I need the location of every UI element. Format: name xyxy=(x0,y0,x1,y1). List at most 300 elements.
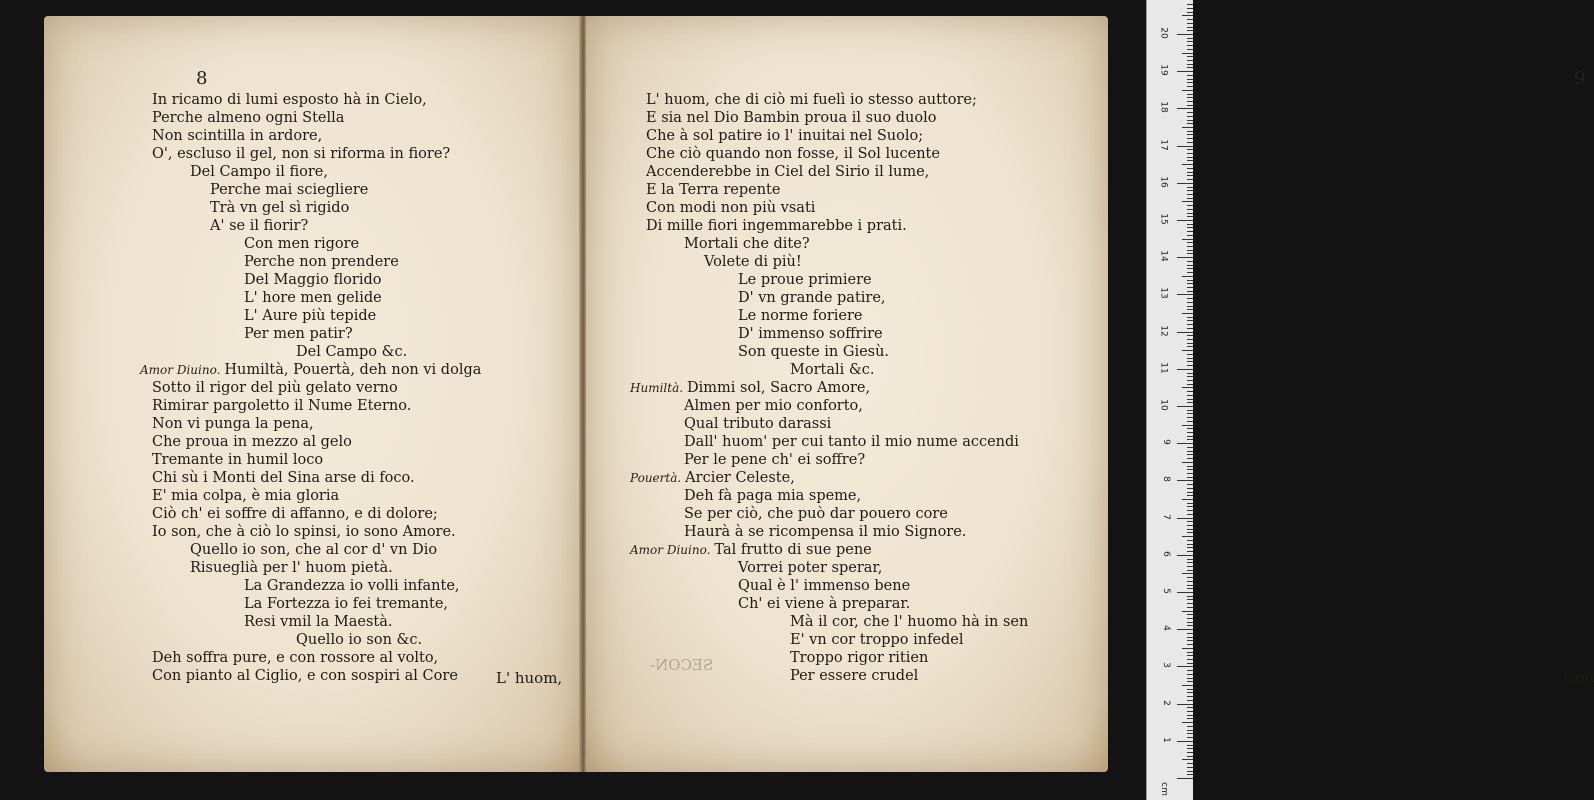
line-text: Sotto il rigor del più gelato verno xyxy=(152,380,398,396)
ruler-tick xyxy=(1187,774,1193,775)
line-text: Rimirar pargoletto il Nume Eterno. xyxy=(152,398,412,414)
text-line xyxy=(586,253,1108,271)
ruler-tick xyxy=(1187,652,1193,653)
ruler-tick xyxy=(1182,164,1193,165)
line-text: Mà il cor, che l' huomo hà in sen xyxy=(790,614,1029,630)
text-line xyxy=(44,379,580,397)
ruler-tick xyxy=(1187,268,1193,269)
ruler-tick xyxy=(1187,451,1193,452)
ruler-tick xyxy=(1187,745,1193,746)
text-line xyxy=(586,181,1108,199)
ruler-number: 6 xyxy=(1161,550,1172,557)
line-text: L' Aure più tepide xyxy=(244,308,377,324)
line-text: L' huom, che di ciò mi fuelì io stesso auttore; xyxy=(646,92,977,108)
text-line xyxy=(44,145,580,163)
text-line xyxy=(44,505,580,523)
ruler-tick xyxy=(1187,730,1193,731)
line-text: D' vn grande patire, xyxy=(738,290,886,306)
text-line xyxy=(586,433,1108,451)
ruler-tick xyxy=(1187,160,1193,161)
line-text: Dimmi sol, Sacro Amore, xyxy=(687,380,871,396)
ruler-tick xyxy=(1187,134,1193,135)
text-line xyxy=(44,127,580,145)
ruler-tick xyxy=(1187,447,1193,448)
left-page-number: 8 xyxy=(196,68,208,89)
line-text: Le proue primiere xyxy=(738,272,872,288)
ruler-tick xyxy=(1177,406,1193,407)
ruler-tick xyxy=(1187,12,1193,13)
text-line xyxy=(586,613,1108,631)
line-text: Quello io son &c. xyxy=(296,632,423,648)
ruler-tick xyxy=(1182,127,1193,128)
line-text: D' immenso soffrire xyxy=(738,326,883,342)
ruler-tick xyxy=(1187,384,1193,385)
ruler-tick xyxy=(1187,767,1193,768)
ruler-tick xyxy=(1187,614,1193,615)
line-text: Che proua in mezzo al gelo xyxy=(152,434,352,450)
text-line xyxy=(44,199,580,217)
text-line xyxy=(586,343,1108,361)
ruler-tick xyxy=(1187,410,1193,411)
line-text: Troppo rigor ritien xyxy=(790,650,929,666)
measurement-ruler xyxy=(1146,0,1193,800)
ruler-tick xyxy=(1187,8,1193,9)
line-text: Risueglià per l' huom pietà. xyxy=(190,560,393,576)
ruler-tick xyxy=(1182,53,1193,54)
ruler-tick xyxy=(1187,488,1193,489)
right-catchword: Con xyxy=(1564,668,1594,686)
ruler-tick xyxy=(1187,291,1193,292)
ruler-tick xyxy=(1187,640,1193,641)
line-text: In ricamo di lumi esposto hà in Cielo, xyxy=(152,92,427,108)
ruler-tick xyxy=(1182,685,1193,686)
ruler-tick xyxy=(1187,365,1193,366)
text-line xyxy=(44,433,580,451)
text-line xyxy=(586,631,1108,649)
ruler-tick xyxy=(1187,231,1193,232)
ruler-tick xyxy=(1187,484,1193,485)
ruler-tick xyxy=(1187,105,1193,106)
line-text: Se per ciò, che può dar pouero core xyxy=(684,506,948,522)
speaker-name: Amor Diuino. xyxy=(140,363,221,377)
left-catchword: L' huom, xyxy=(496,669,563,687)
ruler-tick xyxy=(1187,540,1193,541)
ruler-tick xyxy=(1187,324,1193,325)
line-text: Di mille fiori ingemmarebbe i prati. xyxy=(646,218,907,234)
ruler-tick xyxy=(1187,570,1193,571)
text-line xyxy=(586,91,1108,109)
ruler-tick xyxy=(1177,183,1193,184)
line-text: Resi vmil la Maestà. xyxy=(244,614,393,630)
text-line xyxy=(586,541,1108,559)
text-line xyxy=(44,163,580,181)
ruler-tick xyxy=(1187,168,1193,169)
ruler-tick xyxy=(1187,544,1193,545)
ruler-tick xyxy=(1182,90,1193,91)
ruler-tick xyxy=(1177,294,1193,295)
ruler-tick xyxy=(1187,510,1193,511)
bleed-through-text: SECON- xyxy=(650,656,714,674)
line-text: E sia nel Dio Bambin proua il suo duolo xyxy=(646,110,937,126)
line-text: Del Campo il fiore, xyxy=(190,164,328,180)
ruler-tick xyxy=(1187,261,1193,262)
ruler-number: 19 xyxy=(1158,64,1169,76)
ruler-number: 1 xyxy=(1161,736,1172,743)
line-text: Tal frutto di sue pene xyxy=(714,542,872,558)
ruler-tick xyxy=(1187,607,1193,608)
line-text: Per le pene ch' ei soffre? xyxy=(684,452,866,468)
ruler-tick xyxy=(1187,674,1193,675)
ruler-number: 20 xyxy=(1158,27,1169,39)
ruler-tick xyxy=(1187,596,1193,597)
ruler-tick xyxy=(1187,413,1193,414)
line-text: Che à sol patire io l' inuitai nel Suolo; xyxy=(646,128,924,144)
ruler-tick xyxy=(1187,328,1193,329)
text-line xyxy=(586,415,1108,433)
ruler-tick xyxy=(1187,45,1193,46)
ruler-tick xyxy=(1187,343,1193,344)
line-text: Con pianto al Ciglio, e con sospiri al Core xyxy=(152,668,458,684)
ruler-tick xyxy=(1187,112,1193,113)
ruler-tick xyxy=(1187,27,1193,28)
ruler-tick xyxy=(1187,209,1193,210)
ruler-tick xyxy=(1187,748,1193,749)
ruler-tick xyxy=(1187,469,1193,470)
ruler-tick xyxy=(1187,346,1193,347)
ruler-tick xyxy=(1187,439,1193,440)
ruler-tick xyxy=(1187,678,1193,679)
ruler-tick xyxy=(1187,354,1193,355)
ruler-tick xyxy=(1187,625,1193,626)
ruler-tick xyxy=(1177,71,1193,72)
ruler-tick xyxy=(1187,399,1193,400)
ruler-tick xyxy=(1187,227,1193,228)
text-line xyxy=(586,109,1108,127)
ruler-tick xyxy=(1187,551,1193,552)
line-text: Vorrei poter sperar, xyxy=(738,560,883,576)
ruler-tick xyxy=(1187,86,1193,87)
line-text: Accenderebbe in Ciel del Sirio il lume, xyxy=(646,164,930,180)
ruler-tick xyxy=(1187,320,1193,321)
text-line xyxy=(44,541,580,559)
ruler-tick xyxy=(1182,611,1193,612)
ruler-tick xyxy=(1187,622,1193,623)
ruler-number: 13 xyxy=(1158,287,1169,300)
ruler-tick xyxy=(1187,265,1193,266)
text-line xyxy=(586,325,1108,343)
ruler-tick xyxy=(1187,733,1193,734)
ruler-tick xyxy=(1187,56,1193,57)
text-line xyxy=(44,469,580,487)
ruler-tick xyxy=(1187,67,1193,68)
ruler-tick xyxy=(1187,700,1193,701)
ruler-tick xyxy=(1177,34,1193,35)
ruler-tick xyxy=(1187,503,1193,504)
ruler-tick xyxy=(1187,506,1193,507)
line-text: E' vn cor troppo infedel xyxy=(790,632,964,648)
text-line xyxy=(44,235,580,253)
ruler-tick xyxy=(1187,659,1193,660)
line-text: Deh soffra pure, e con rossore al volto, xyxy=(152,650,439,666)
ruler-tick xyxy=(1187,428,1193,429)
line-text: Qual è l' immenso bene xyxy=(738,578,911,594)
ruler-tick xyxy=(1187,82,1193,83)
ruler-tick xyxy=(1187,60,1193,61)
text-line xyxy=(44,397,580,415)
ruler-tick xyxy=(1187,339,1193,340)
text-line xyxy=(586,559,1108,577)
ruler-tick xyxy=(1187,588,1193,589)
ruler-tick xyxy=(1187,581,1193,582)
ruler-tick xyxy=(1177,332,1193,333)
ruler-tick xyxy=(1187,529,1193,530)
ruler-number: 4 xyxy=(1161,625,1172,632)
ruler-tick xyxy=(1187,101,1193,102)
ruler-tick xyxy=(1187,142,1193,143)
line-text: Con modi non più vsati xyxy=(646,200,816,216)
ruler-tick xyxy=(1187,514,1193,515)
line-text: La Grandezza io volli infante, xyxy=(244,578,460,594)
ruler-tick xyxy=(1177,518,1193,519)
line-text: Per men patir? xyxy=(244,326,353,342)
ruler-tick xyxy=(1182,425,1193,426)
ruler-tick xyxy=(1187,187,1193,188)
text-line xyxy=(586,487,1108,505)
text-line xyxy=(44,649,580,667)
ruler-tick xyxy=(1187,358,1193,359)
ruler-tick xyxy=(1187,30,1193,31)
speaker-name: Humiltà. xyxy=(630,381,684,395)
ruler-tick xyxy=(1177,443,1193,444)
text-line xyxy=(44,415,580,433)
ruler-tick xyxy=(1187,198,1193,199)
text-line xyxy=(44,253,580,271)
line-text: Mortali &c. xyxy=(790,362,875,378)
ruler-tick xyxy=(1182,313,1193,314)
text-line xyxy=(44,613,580,631)
ruler-tick xyxy=(1187,175,1193,176)
ruler-tick xyxy=(1187,681,1193,682)
ruler-tick xyxy=(1187,235,1193,236)
ruler-tick xyxy=(1187,599,1193,600)
text-line xyxy=(44,343,580,361)
ruler-tick xyxy=(1182,15,1193,16)
ruler-tick xyxy=(1177,592,1193,593)
ruler-tick xyxy=(1187,692,1193,693)
line-text: Mortali che dite? xyxy=(684,236,810,252)
line-text: La Fortezza io fei tremante, xyxy=(244,596,449,612)
ruler-tick xyxy=(1177,666,1193,667)
ruler-tick xyxy=(1177,778,1193,779)
line-text: Humiltà, Pouertà, deh non vi dolga xyxy=(224,362,482,378)
text-line xyxy=(44,217,580,235)
text-line xyxy=(44,487,580,505)
ruler-number: 8 xyxy=(1161,476,1172,483)
text-line xyxy=(586,397,1108,415)
ruler-tick xyxy=(1187,157,1193,158)
ruler-number: 18 xyxy=(1158,101,1169,114)
ruler-tick xyxy=(1182,201,1193,202)
text-line xyxy=(44,325,580,343)
ruler-tick xyxy=(1187,213,1193,214)
ruler-tick xyxy=(1187,172,1193,173)
ruler-tick xyxy=(1187,763,1193,764)
ruler-tick xyxy=(1187,417,1193,418)
line-text: Dall' huom' per cui tanto il mio nume accendi xyxy=(684,434,1019,450)
text-line xyxy=(586,271,1108,289)
speaker-name: Amor Diuino. xyxy=(630,543,711,557)
ruler-tick xyxy=(1182,387,1193,388)
ruler-tick xyxy=(1187,477,1193,478)
text-line xyxy=(586,217,1108,235)
ruler-number: 9 xyxy=(1161,439,1172,446)
ruler-tick xyxy=(1177,220,1193,221)
ruler-tick xyxy=(1187,492,1193,493)
line-text: Tremante in humil loco xyxy=(152,452,324,468)
text-line xyxy=(44,307,580,325)
line-text: Con men rigore xyxy=(244,236,360,252)
ruler-tick xyxy=(1187,547,1193,548)
text-line xyxy=(586,289,1108,307)
line-text: Perche almeno ogni Stella xyxy=(152,110,345,126)
ruler-tick xyxy=(1187,272,1193,273)
ruler-tick xyxy=(1187,402,1193,403)
ruler-tick xyxy=(1187,306,1193,307)
text-line xyxy=(586,469,1108,487)
text-line xyxy=(586,379,1108,397)
line-text: Quello io son, che al cor d' vn Dio xyxy=(190,542,438,558)
text-line xyxy=(44,595,580,613)
ruler-number: 16 xyxy=(1158,176,1169,188)
ruler-tick xyxy=(1187,454,1193,455)
text-line xyxy=(586,163,1108,181)
ruler-number: 12 xyxy=(1158,324,1169,337)
ruler-tick xyxy=(1187,280,1193,281)
ruler-tick xyxy=(1187,644,1193,645)
ruler-tick xyxy=(1187,19,1193,20)
ruler-number: 3 xyxy=(1161,662,1172,669)
line-text: Per essere crudel xyxy=(790,668,919,684)
ruler-tick xyxy=(1187,216,1193,217)
ruler-tick xyxy=(1187,120,1193,121)
ruler-number: 7 xyxy=(1161,513,1172,520)
ruler-tick xyxy=(1187,298,1193,299)
ruler-tick xyxy=(1187,655,1193,656)
ruler-tick xyxy=(1187,663,1193,664)
line-text: Deh fà paga mia speme, xyxy=(684,488,862,504)
ruler-tick xyxy=(1187,521,1193,522)
text-line xyxy=(586,235,1108,253)
ruler-tick xyxy=(1187,376,1193,377)
text-line xyxy=(586,127,1108,145)
text-line xyxy=(44,631,580,649)
line-text: O', escluso il gel, non si riforma in fiore? xyxy=(152,146,451,162)
ruler-tick xyxy=(1187,302,1193,303)
speaker-name: Pouertà. xyxy=(630,471,682,485)
ruler-tick xyxy=(1187,466,1193,467)
ruler-tick xyxy=(1187,395,1193,396)
ruler-tick xyxy=(1187,752,1193,753)
ruler-number: 15 xyxy=(1158,213,1169,225)
text-line xyxy=(44,91,580,109)
ruler-tick xyxy=(1187,242,1193,243)
line-text: Ch' ei viene à preparar. xyxy=(738,596,911,612)
ruler-tick xyxy=(1187,190,1193,191)
line-text: Io son, che à ciò lo spinsi, io sono Amore. xyxy=(152,524,456,540)
text-line xyxy=(586,361,1108,379)
ruler-tick xyxy=(1187,38,1193,39)
ruler-tick xyxy=(1177,704,1193,705)
ruler-tick xyxy=(1187,361,1193,362)
ruler-tick xyxy=(1187,287,1193,288)
ruler-tick xyxy=(1187,637,1193,638)
ruler-tick xyxy=(1182,499,1193,500)
ruler-tick xyxy=(1187,153,1193,154)
ruler-tick xyxy=(1177,369,1193,370)
ruler-tick xyxy=(1182,573,1193,574)
text-line xyxy=(44,289,580,307)
ruler-tick xyxy=(1177,108,1193,109)
line-text: Almen per mio conforto, xyxy=(684,398,863,414)
ruler-tick xyxy=(1187,94,1193,95)
ruler-tick xyxy=(1187,696,1193,697)
ruler-tick xyxy=(1187,138,1193,139)
ruler-tick xyxy=(1187,421,1193,422)
ruler-tick xyxy=(1177,146,1193,147)
text-line xyxy=(44,451,580,469)
line-text: Che ciò quando non fosse, il Sol lucente xyxy=(646,146,940,162)
ruler-tick xyxy=(1187,585,1193,586)
ruler-tick xyxy=(1187,380,1193,381)
ruler-tick xyxy=(1177,741,1193,742)
ruler-tick xyxy=(1187,64,1193,65)
ruler-tick xyxy=(1187,4,1193,5)
ruler-tick xyxy=(1187,726,1193,727)
ruler-tick xyxy=(1187,577,1193,578)
ruler-tick xyxy=(1182,759,1193,760)
ruler-tick xyxy=(1187,715,1193,716)
ruler-tick xyxy=(1187,224,1193,225)
ruler-number: 2 xyxy=(1161,699,1172,706)
text-line xyxy=(44,523,580,541)
line-text: Son queste in Giesù. xyxy=(738,344,890,360)
ruler-tick xyxy=(1187,532,1193,533)
ruler-tick xyxy=(1187,131,1193,132)
ruler-tick xyxy=(1182,648,1193,649)
ruler-tick xyxy=(1182,462,1193,463)
ruler-number: 11 xyxy=(1158,362,1169,374)
text-line xyxy=(586,451,1108,469)
ruler-number: 17 xyxy=(1158,138,1169,151)
ruler-tick xyxy=(1187,194,1193,195)
ruler-tick xyxy=(1187,79,1193,80)
ruler-tick xyxy=(1182,350,1193,351)
line-text: Del Maggio florido xyxy=(244,272,382,288)
ruler-tick xyxy=(1187,618,1193,619)
ruler-tick xyxy=(1177,629,1193,630)
ruler-tick xyxy=(1182,276,1193,277)
ruler-tick xyxy=(1187,711,1193,712)
line-text: L' hore men gelide xyxy=(244,290,382,306)
ruler-tick xyxy=(1187,562,1193,563)
ruler-tick xyxy=(1187,559,1193,560)
ruler-tick xyxy=(1177,257,1193,258)
ruler-tick xyxy=(1187,75,1193,76)
ruler-tick xyxy=(1187,317,1193,318)
ruler-tick xyxy=(1187,771,1193,772)
right-text-block xyxy=(586,91,1108,685)
ruler-tick xyxy=(1177,480,1193,481)
